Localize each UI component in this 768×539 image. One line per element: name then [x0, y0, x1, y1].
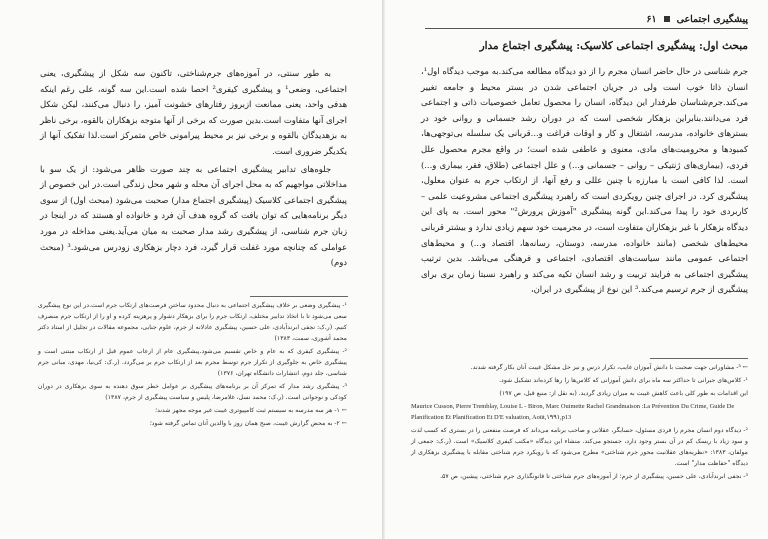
footnote-french-reference: Maurice Cusson, Pierre Tremblay, Louise L - Biron, Marc Ouimette Rachel Grandmaison :La Prévention Du Crime, Guide De Planification Et Planification Et D'E valuation, Aoüt,۱۹۹۱,p13 — [411, 403, 735, 421]
footnote: ← ۱- هر سه مدرسه به سیستم ثبت کامپیوتری غیبت غیر موجه مجهز شدند؛ — [155, 407, 347, 414]
footnote: ¹- کلاس‌های جبرانی تا حداکثر سه ماه برای دانش آموزانی که کلاس‌ها را رها کرده‌اند تشکیل شود. — [499, 377, 748, 384]
left-paragraph: به طور سنتی، در آموزه‌های جرم‌شناختی، تاکنون سه شکل از پیشگیری، یعنی اجتماعی، وضعی¹ و پیشگیری کیفری² احصا شده است.این سه گونه، علی رغم اینکه هدفی واحد، یعنی ممانعت ازبروز رفتارهای خشونت آمیز، را دنبال می‌کنند، لیکن شکل اجرای آنها متفاوت است.بدین صورت که برخی از آنها متوجه بزهکاران بالقوه، برخی ناظر به بزهدیدگان بالقوه و برخی نیز بر محیط پیرامونی خاص متمرکز است.لذا تفکیک آنها از یکدیگر ضروری است. — [40, 68, 347, 156]
page-number: ۶۱ — [646, 13, 657, 25]
footnote: ← ³- مشاورانی جهت صحبت با دانش آموزان غایب، تکرار درس و نیز حل مشکل غیبت آنان بکار گرفته شدند. — [470, 364, 748, 371]
left-paragraph: جلوه‌های تدابیر پیشگیری اجتماعی به چند صورت ظاهر می‌شود: از یک سو با مداخلاتی مواجهیم که به محل اجرای آن محله و شهر محل زندگی است.در این خصوص از پیشگیری اجتماعی کلاسیک (پیشگیری اجتماع مدار) صحبت می‌شود (مبحث اول) از سوی دیگر برنامه‌هایی که توان یافت که گروه هدف آن فرد و خانواده او هستند که در اینجا در زبان جرم شناسی، از پیشگیری رشد مدار صحبت به میان می‌آید.یعنی مداخله در مورد عواملی که چنانچه مورد غفلت قرار گیرد، فرد دچار بزهکاری زودرس می‌شود.³ (مبحث دوم) — [40, 163, 348, 268]
footnote: ³- پیشگیری رشد مدار که تمرکز آن بر برنامه‌های پیشگیری بر عوامل خطر سوق دهنده به سوی بزهکاری در دوران کودکی و نوجوانی است. (ر.ک: محمد نسل، غلامرضا، پلیس و سیاست پیشگیری از جرم، ۱۳۸۷) — [38, 383, 347, 401]
right-page-body — [421, 64, 748, 298]
left-page-body — [40, 66, 347, 271]
right-paragraph: جرم شناسی در حال حاضر انسان مجرم را از دو دیدگاه مطالعه می‌کند.به موجب دیدگاه اول¹، انسان ذاتا خوب است ولی در جریان اجتماعی شدن در بستر محیط و جامعه تغییر می‌کند.جرم‌شناسان طرفدار این دیدگاه، انسان را محصول تعامل خصوصیات ذاتی و اجتماعی فرد می‌دانند.بنابراین بزهکار شخصی است که در دوران رشد جسمانی و روانی خود در بسترهای خانواده، مدرسه، اشتغال و کار و اوقات فراغت و...قربانی یک سلسله بی‌توجهی‌ها، کمبودها و محرومیت‌های مادی، معنوی و عاطفی شده است؛ در واقع مجرم محصول علل فردی، (بیماری‌های ژنتیکی – روانی – جسمانی و...) و علل اجتماعی (طلاق، فقر، بیماری و...) است. لذا کافی است با مبارزه با چنین عللی و رفع آنها، از ارتکاب جرم به عنوان معلول، پیشگیری کرد. در اجرای چنین رویکردی است که راهبرد پیشگیری اجتماعی مشروعیت علمی – کاربردی خود را پیدا می‌کند.این گونه پیشگیری "آموزش‌ پرورش²" محور است. به پای‌ این دیدگاه بزهکار با غیر بزهکاران متفاوت است، در مجرمیت خود سهم زیادی ندارد و بیشتر قربانی محیط‌های شخصی (مانند خانواده، مدرسه، دوستان، رسانه‌ها، اقتصاد و...) و محیط‌های اجتماعی عمومی مانند سیاست‌های اقتصادی، اجتماعی و فرهنگی می‌باشد. بدین ترتیب پیشگیری اجتماعی به فرایند تربیت و رشد انسان تکیه می‌کند و راهبرد نسبتا زمان بری برای پیشگیری از جرم ترسیم می‌کند.³ این نوع از پیشگیری در ایران، — [421, 66, 748, 295]
running-head — [425, 10, 748, 29]
footnote: این اقدامات به طور کلی باعث کاهش غیبت به میزان زیادی گردید. (به نقل از: منبع قبل، ص ۱۹۷) — [499, 390, 748, 397]
right-page-footnotes — [411, 362, 748, 484]
section-title: مبحث اول: پیشگیری اجتماعی کلاسیک: پیشگیری اجتماع مدار — [479, 40, 748, 52]
footnote: ¹- پیشگیری وضعی بر خلاف پیشگیری اجتماعی به دنبال محدود ساختن فرصت‌های ارتکاب جرم است.در این نوع پیشگیری سعی می‌شود تا با اتخاذ تدابیر مختلف، ارتکاب جرم را برای بزهکار دشوار و پرهزینه کرده و او را از ارتکاب جرم منصرف کنیم. (ر.ک: نجفی ابرندآبادی، علی حسین، پیشگیری عادلانه از جرم، علوم جنایی، مجموعه مقالات در تجلیل از استاد دکتر محمد آشوری، سمت، ۱۳۸۳) — [38, 302, 347, 342]
footnote: ³- نجفی ابرندآبادی، علی حسین، پیشگیری از جرم؛ از آموزه‌های جرم شناختی تا قانونگذاری جرم شناختی، پیشین، ص ۵۷. — [440, 473, 748, 480]
footnote-separator — [650, 358, 748, 359]
footnote: ← ۲- به محض گزارش غیبت، صبح همان روز با والدین آنان تماس گرفته شود؛ — [149, 420, 347, 427]
footnote: ²- پیشگیری کیفری که به عام و خاص تقسیم می‌شود.پیشگیری عام از ارعاب عموم قبل از ارتکاب مبتنی است و پیشگیری خاص به جلوگیری از تکرار جرم توسط مجرم بعد از ارتکاب جرم بر می‌گردد. (ر.ک: کی‌نیا، مهدی، مبانی جرم شناسی، جلد دوم، انتشارات دانشگاه تهران، ۱۳۷۶) — [38, 348, 347, 377]
square-bullet-icon — [664, 16, 670, 22]
footnote: ²- دیدگاه دوم انسان مجرم را فردی مسئول، حسابگر، عقلانی و صاحب برنامه می‌داند که فرصت منفعتی را در بستری که کسب لذت و سود زیاد با ریسک کم در آن بستر وجود دارد، جستجو می‌کند. منشاء این دیدگاه «مکتب کیفری کلاسیک» است. (ر.ک: جمعی از مولفان، ۱۳۸۳: «نظریه‌های عقلانیت محور جرم شناختی» مطرح می‌شود که با رویکرد جرم شناختی مقابله با پیشگیری بزهکاری از دیدگاه "حفاظت مدار" است. — [411, 427, 748, 467]
footnote-separator — [250, 296, 348, 297]
running-head-title: پیشگیری اجتماعی — [676, 13, 748, 25]
right-page — [385, 0, 768, 539]
left-page-footnotes — [38, 300, 347, 431]
